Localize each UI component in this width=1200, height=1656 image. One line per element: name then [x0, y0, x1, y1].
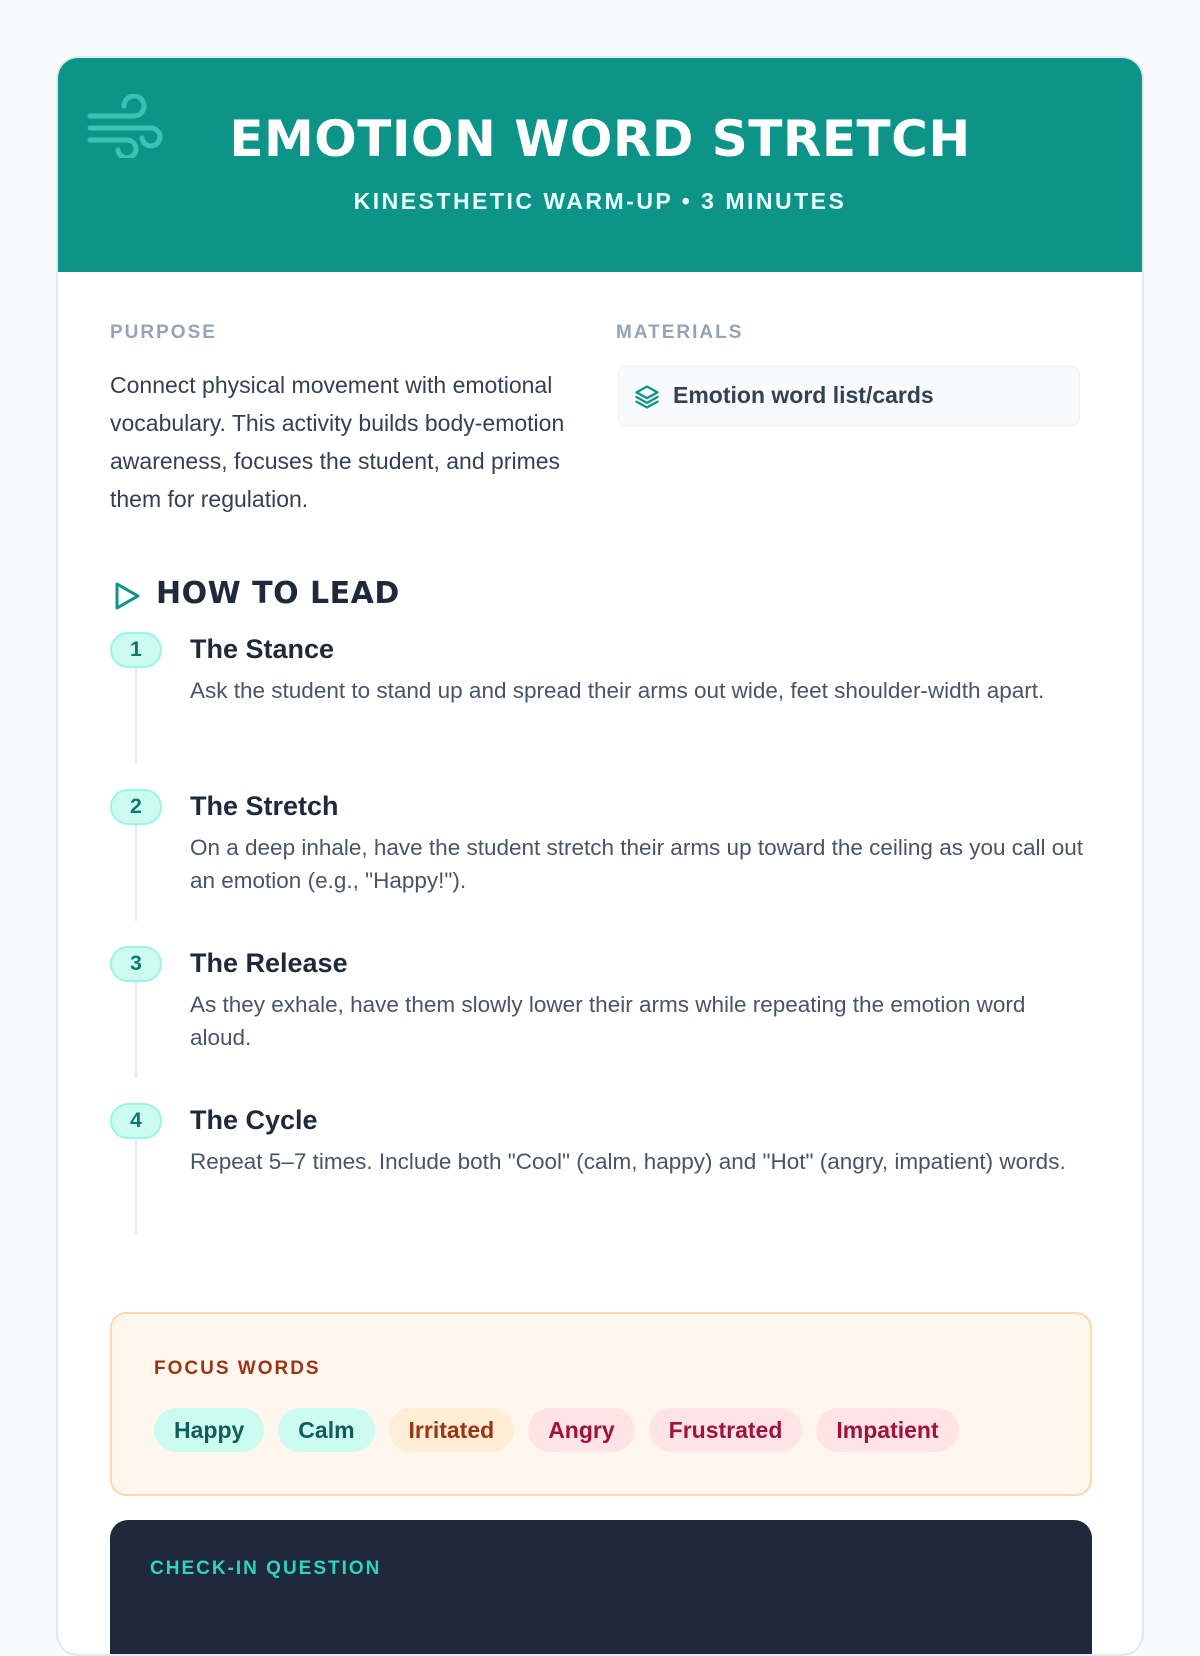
- step-number: 3: [110, 946, 162, 982]
- word-chip-happy: Happy: [154, 1408, 264, 1452]
- step-connector: [135, 1137, 137, 1235]
- step-number: 2: [110, 789, 162, 825]
- page-title: EMOTION WORD STRETCH: [229, 110, 971, 168]
- card-header: [58, 58, 1142, 272]
- step-title: The Stretch: [190, 791, 339, 821]
- layers-icon: [633, 383, 661, 411]
- materials-item: [618, 366, 1080, 426]
- section-title-how-to-lead: HOW TO LEAD: [156, 576, 400, 611]
- step-title: The Cycle: [190, 1105, 318, 1135]
- step-connector: [135, 666, 137, 764]
- step-title: The Stance: [190, 634, 335, 664]
- word-chip-frustrated: Frustrated: [649, 1408, 803, 1452]
- activity-card: [56, 56, 1144, 1656]
- purpose-text: Connect physical movement with emotional vocabulary. This activity builds body-emotion awareness, focuses the student, and primes them for regulation.: [110, 372, 565, 512]
- step-number: 4: [110, 1103, 162, 1139]
- word-chip-calm: Calm: [278, 1408, 374, 1452]
- focus-words-label: FOCUS WORDS: [154, 1358, 321, 1379]
- step-connector: [135, 823, 137, 921]
- word-chip-irritated: Irritated: [389, 1408, 515, 1452]
- check-in-panel: [110, 1520, 1092, 1656]
- check-in-label: CHECK-IN QUESTION: [150, 1558, 382, 1579]
- step-title: The Release: [190, 948, 348, 978]
- step-text: Repeat 5–7 times. Include both "Cool" (calm, happy) and "Hot" (angry, impatient) words.: [190, 1149, 1066, 1174]
- step-text: As they exhale, have them slowly lower their arms while repeating the emotion word aloud.: [190, 992, 1026, 1050]
- materials-item-label: Emotion word list/cards: [673, 382, 934, 408]
- focus-word-chips: [154, 1408, 959, 1452]
- play-icon: [112, 580, 142, 612]
- step-text: Ask the student to stand up and spread their arms out wide, feet shoulder-width apart.: [190, 678, 1045, 703]
- step-number: 1: [110, 632, 162, 668]
- page-subtitle: KINESTHETIC WARM-UP • 3 MINUTES: [353, 188, 847, 214]
- focus-words-panel: [110, 1312, 1092, 1496]
- purpose-label: PURPOSE: [110, 322, 217, 343]
- step-text: On a deep inhale, have the student stretch their arms up toward the ceiling as you call out an emotion (e.g., "Happy!").: [190, 835, 1084, 893]
- step-connector: [135, 980, 137, 1078]
- materials-label: MATERIALS: [616, 322, 744, 343]
- word-chip-impatient: Impatient: [816, 1408, 958, 1452]
- word-chip-angry: Angry: [528, 1408, 634, 1452]
